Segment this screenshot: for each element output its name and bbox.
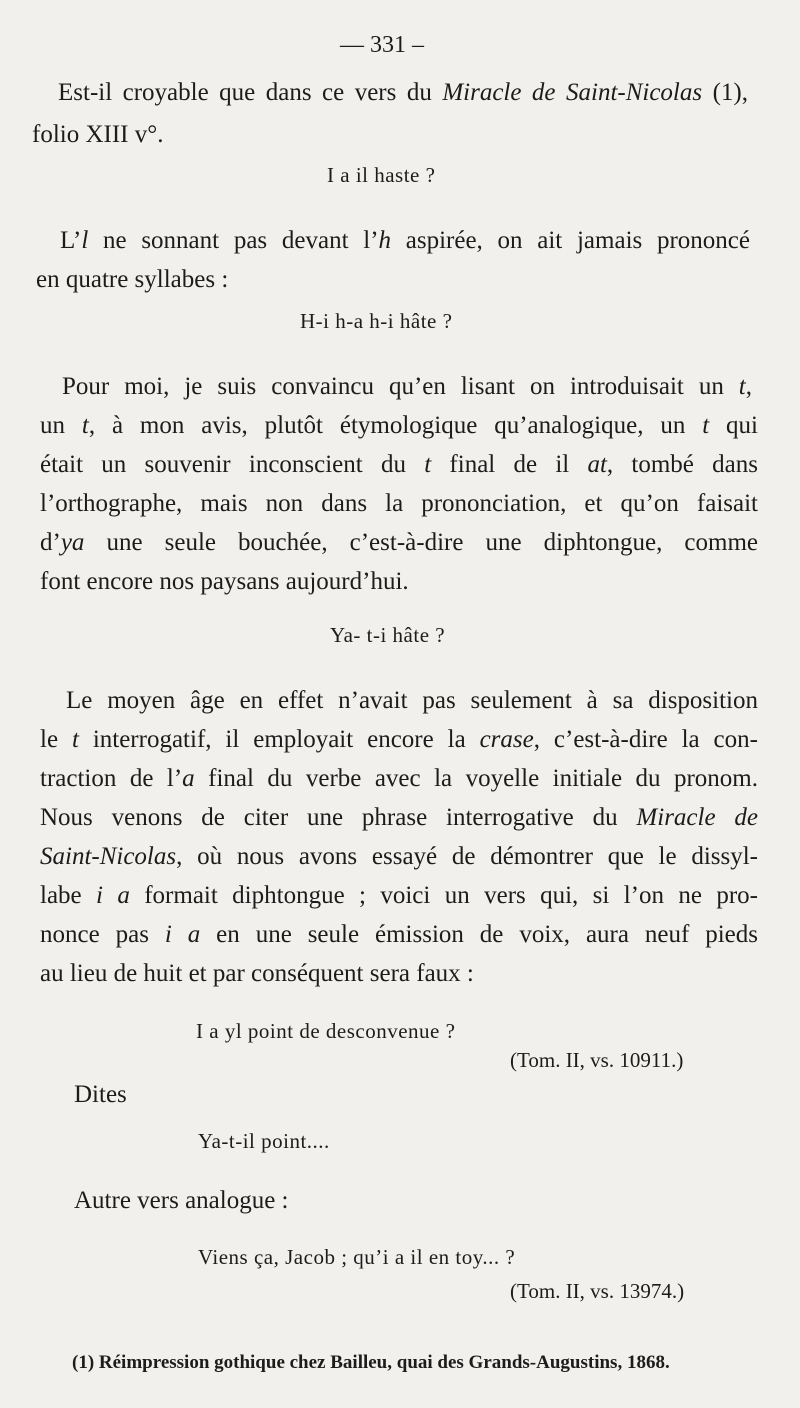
p4-l7-ia: i a [164,921,201,948]
footnote: (1) Réimpression gothique chez Bailleu, quai des Grands-Augustins, 1868. [72,1352,670,1373]
p3-l2-t2: t [702,412,710,439]
p4-l2-c: interrogatif, il employait encore la [78,726,480,753]
p4-l7-a: nonce pas [40,921,165,948]
paragraph-1-line-2: folio XIII v°. [32,121,164,148]
verse-2: H-i h-a h-i hâte ? [300,309,453,333]
p3-l2-a: un [40,412,82,439]
p4-l6-ia: i a [96,882,130,909]
paragraph-2-line-2: en quatre syllabes : [36,266,229,293]
dites-label: Dites [74,1081,127,1108]
paragraph-2-line-1 [60,226,750,256]
p2-text-c: ne sonnant pas devant l’ [88,227,379,254]
p4-l6-c: formait diphtongue ; voici un vers qui, si l’on ne pro- [129,882,758,909]
paragraph-3-line-3 [40,450,758,480]
reference-1: (Tom. II, vs. 10911.) [510,1048,684,1072]
paragraph-4-line-4 [40,803,758,833]
p4-l3-c: final du verbe avec la voyelle initiale du pronom. [194,765,758,792]
paragraph-4-line-8: au lieu de huit et par conséquent sera faux : [40,960,474,987]
verse-3: Ya- t-i hâte ? [330,623,446,647]
paragraph-1-line-1 [58,78,748,108]
page-number: — 331 – [340,32,424,58]
p3-l1-a: Pour moi, je suis convaincu qu’en lisant on introduisait un [62,373,739,400]
p4-l5-title: Saint-Nicolas [40,843,177,870]
p2-letter-l: l [81,227,89,254]
p3-l3-a: était un souvenir inconscient du [40,451,425,478]
p3-l3-t: t [424,451,432,478]
verse-4: I a yl point de desconvenue ? [196,1019,456,1043]
p3-l3-c: final de il [431,451,588,478]
p4-l4-title: Miracle de [636,804,758,831]
paragraph-4-line-1: Le moyen âge en effet n’avait pas seulement à sa disposition [66,687,758,714]
paragraph-3-line-5 [40,528,758,558]
p4-l2-t: t [71,726,79,753]
p4-l2-a: le [40,726,72,753]
p4-l2-crase: crase [479,726,534,753]
p4-l3-a: traction de l’ [40,765,183,792]
p3-l5-ya: ya [60,529,85,556]
paragraph-4-line-3 [40,764,758,794]
p3-l2-e: qui [709,412,758,439]
p2-text-a: L’ [60,227,82,254]
p3-l2-c: , à mon avis, plutôt étymologique qu’analogique, un [88,412,703,439]
paragraph-4-line-2 [40,725,758,755]
p2-letter-h: h [378,227,392,254]
verse-1: I a il haste ? [327,163,436,187]
p3-l5-a: d’ [40,529,61,556]
paragraph-3-line-4: l’orthographe, mais non dans la prononciation, et qu’on faisait [40,490,758,517]
p4-l7-c: en une seule émission de voix, aura neuf pieds [200,921,758,948]
paragraph-4-line-7 [40,920,758,950]
p3-l3-at: at [587,451,607,478]
paragraph-3-line-2 [40,411,758,441]
p1-title-miracle: Miracle de Saint-Nicolas [442,79,703,106]
p4-l2-e: , c’est-à-dire la con- [533,726,758,753]
p4-l6-a: labe [40,882,97,909]
paragraph-3-line-1 [62,372,752,402]
verse-6: Viens ça, Jacob ; qu’i a il en toy... ? [198,1245,516,1269]
paragraph-3-line-6: font encore nos paysans aujourd’hui. [40,568,409,595]
p1-footnote-ref: (1), [702,79,748,106]
paragraph-4-line-5 [40,842,758,872]
p3-l3-e: , tombé dans [606,451,758,478]
verse-5: Ya-t-il point.... [198,1129,330,1153]
p3-l2-t1: t [81,412,89,439]
p4-l3-letter-a: a [182,765,195,792]
p1-text-a: Est-il croyable que dans ce vers du [58,79,443,106]
reference-2: (Tom. II, vs. 13974.) [510,1279,685,1303]
autre-vers-label: Autre vers analogue : [74,1187,289,1214]
p3-l5-c: une seule bouchée, c’est-à-dire une diphtongue, comme [84,529,758,556]
p2-text-e: aspirée, on ait jamais prononcé [391,227,750,254]
paragraph-4-line-6 [40,881,758,911]
p3-l1-t: t [738,373,746,400]
p4-l5-b: , où nous avons essayé de démontrer que le dissyl- [176,843,758,870]
p4-l4-a: Nous venons de citer une phrase interrogative du [40,804,637,831]
p3-l1-c: , [745,373,752,400]
